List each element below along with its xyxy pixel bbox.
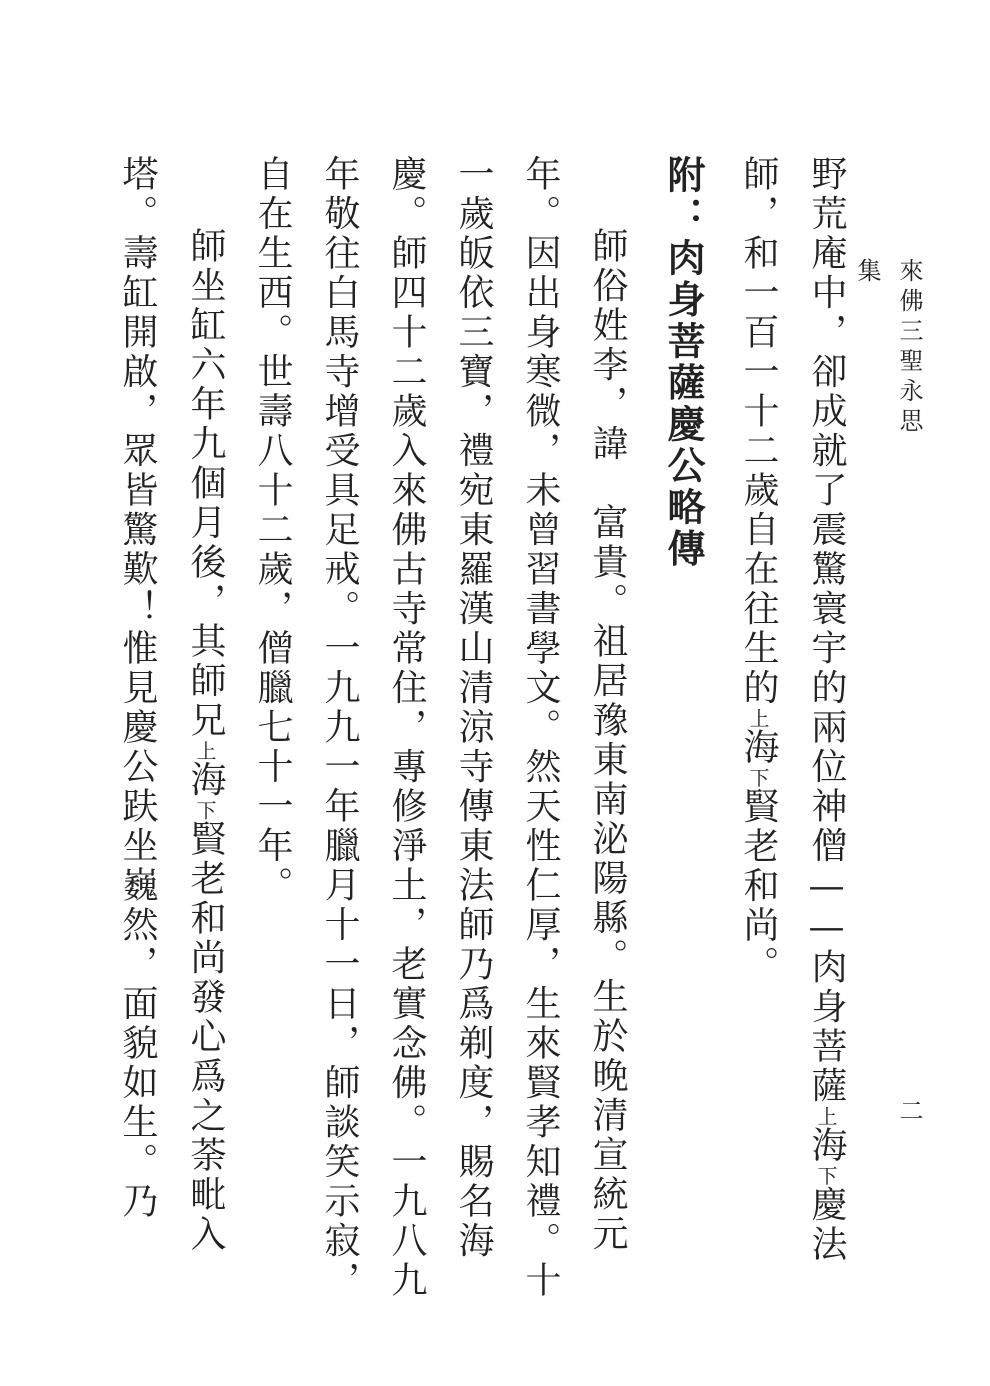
name-marker-lower: 下 bbox=[193, 800, 217, 820]
name-marker-upper: 上 bbox=[814, 1106, 838, 1126]
name-marker-lower: 下 bbox=[746, 767, 770, 788]
name-char: 海 bbox=[185, 760, 226, 800]
running-head: 來佛三聖永思集 bbox=[853, 258, 923, 438]
page-number: 二 bbox=[895, 1098, 923, 1122]
biography-paragraph-2 bbox=[104, 155, 239, 1305]
body-text bbox=[100, 155, 860, 1305]
intro-text-4: 賢老和尚。 bbox=[738, 787, 779, 985]
intro-text-1: 野荒庵中，卻成就了震驚寰宇的兩位神僧 bbox=[806, 155, 847, 866]
intro-text-2: 肉身菩薩 bbox=[806, 948, 847, 1106]
name-marker-upper: 上 bbox=[746, 708, 770, 728]
name-char: 海 bbox=[806, 1126, 847, 1166]
name-marker-lower: 下 bbox=[814, 1165, 838, 1186]
section-heading: 附：肉身菩薩慶公略傳 bbox=[661, 155, 705, 570]
intro-text-3: 慶法師，和一百一十二歲自在往生的 bbox=[738, 155, 847, 1265]
name-char: 海 bbox=[738, 728, 779, 768]
para2-text-1: 師坐缸六年九個月後，其師兄 bbox=[185, 227, 226, 741]
para2-text-2: 賢老和尚發心爲之荼毗入塔。壽缸開啟，眾皆驚歎！惟見慶公趺坐巍然，面貌如生。乃 bbox=[117, 155, 226, 1255]
name-marker-upper: 上 bbox=[193, 740, 217, 761]
intro-paragraph bbox=[724, 155, 860, 1305]
em-dash: —— bbox=[806, 866, 847, 948]
biography-paragraph-1: 師俗姓李，諱 富貴。祖居豫東南泌陽縣。生於晚清宣統元年。因出身寒微，未曾習書學文。然天性仁厚，生來賢孝知禮。十一歲皈依三寶，禮宛東羅漢山清涼寺傳東法師乃爲剃度，賜名海慶。師四十二歲入來佛古寺常住，專修淨土，老實念佛。一九八九年敬往白馬寺增受具足戒。一九九一年臘月十一日，師談笑示寂，自在生西。世壽八十二歲，僧臘七十一年。 bbox=[252, 155, 628, 1301]
